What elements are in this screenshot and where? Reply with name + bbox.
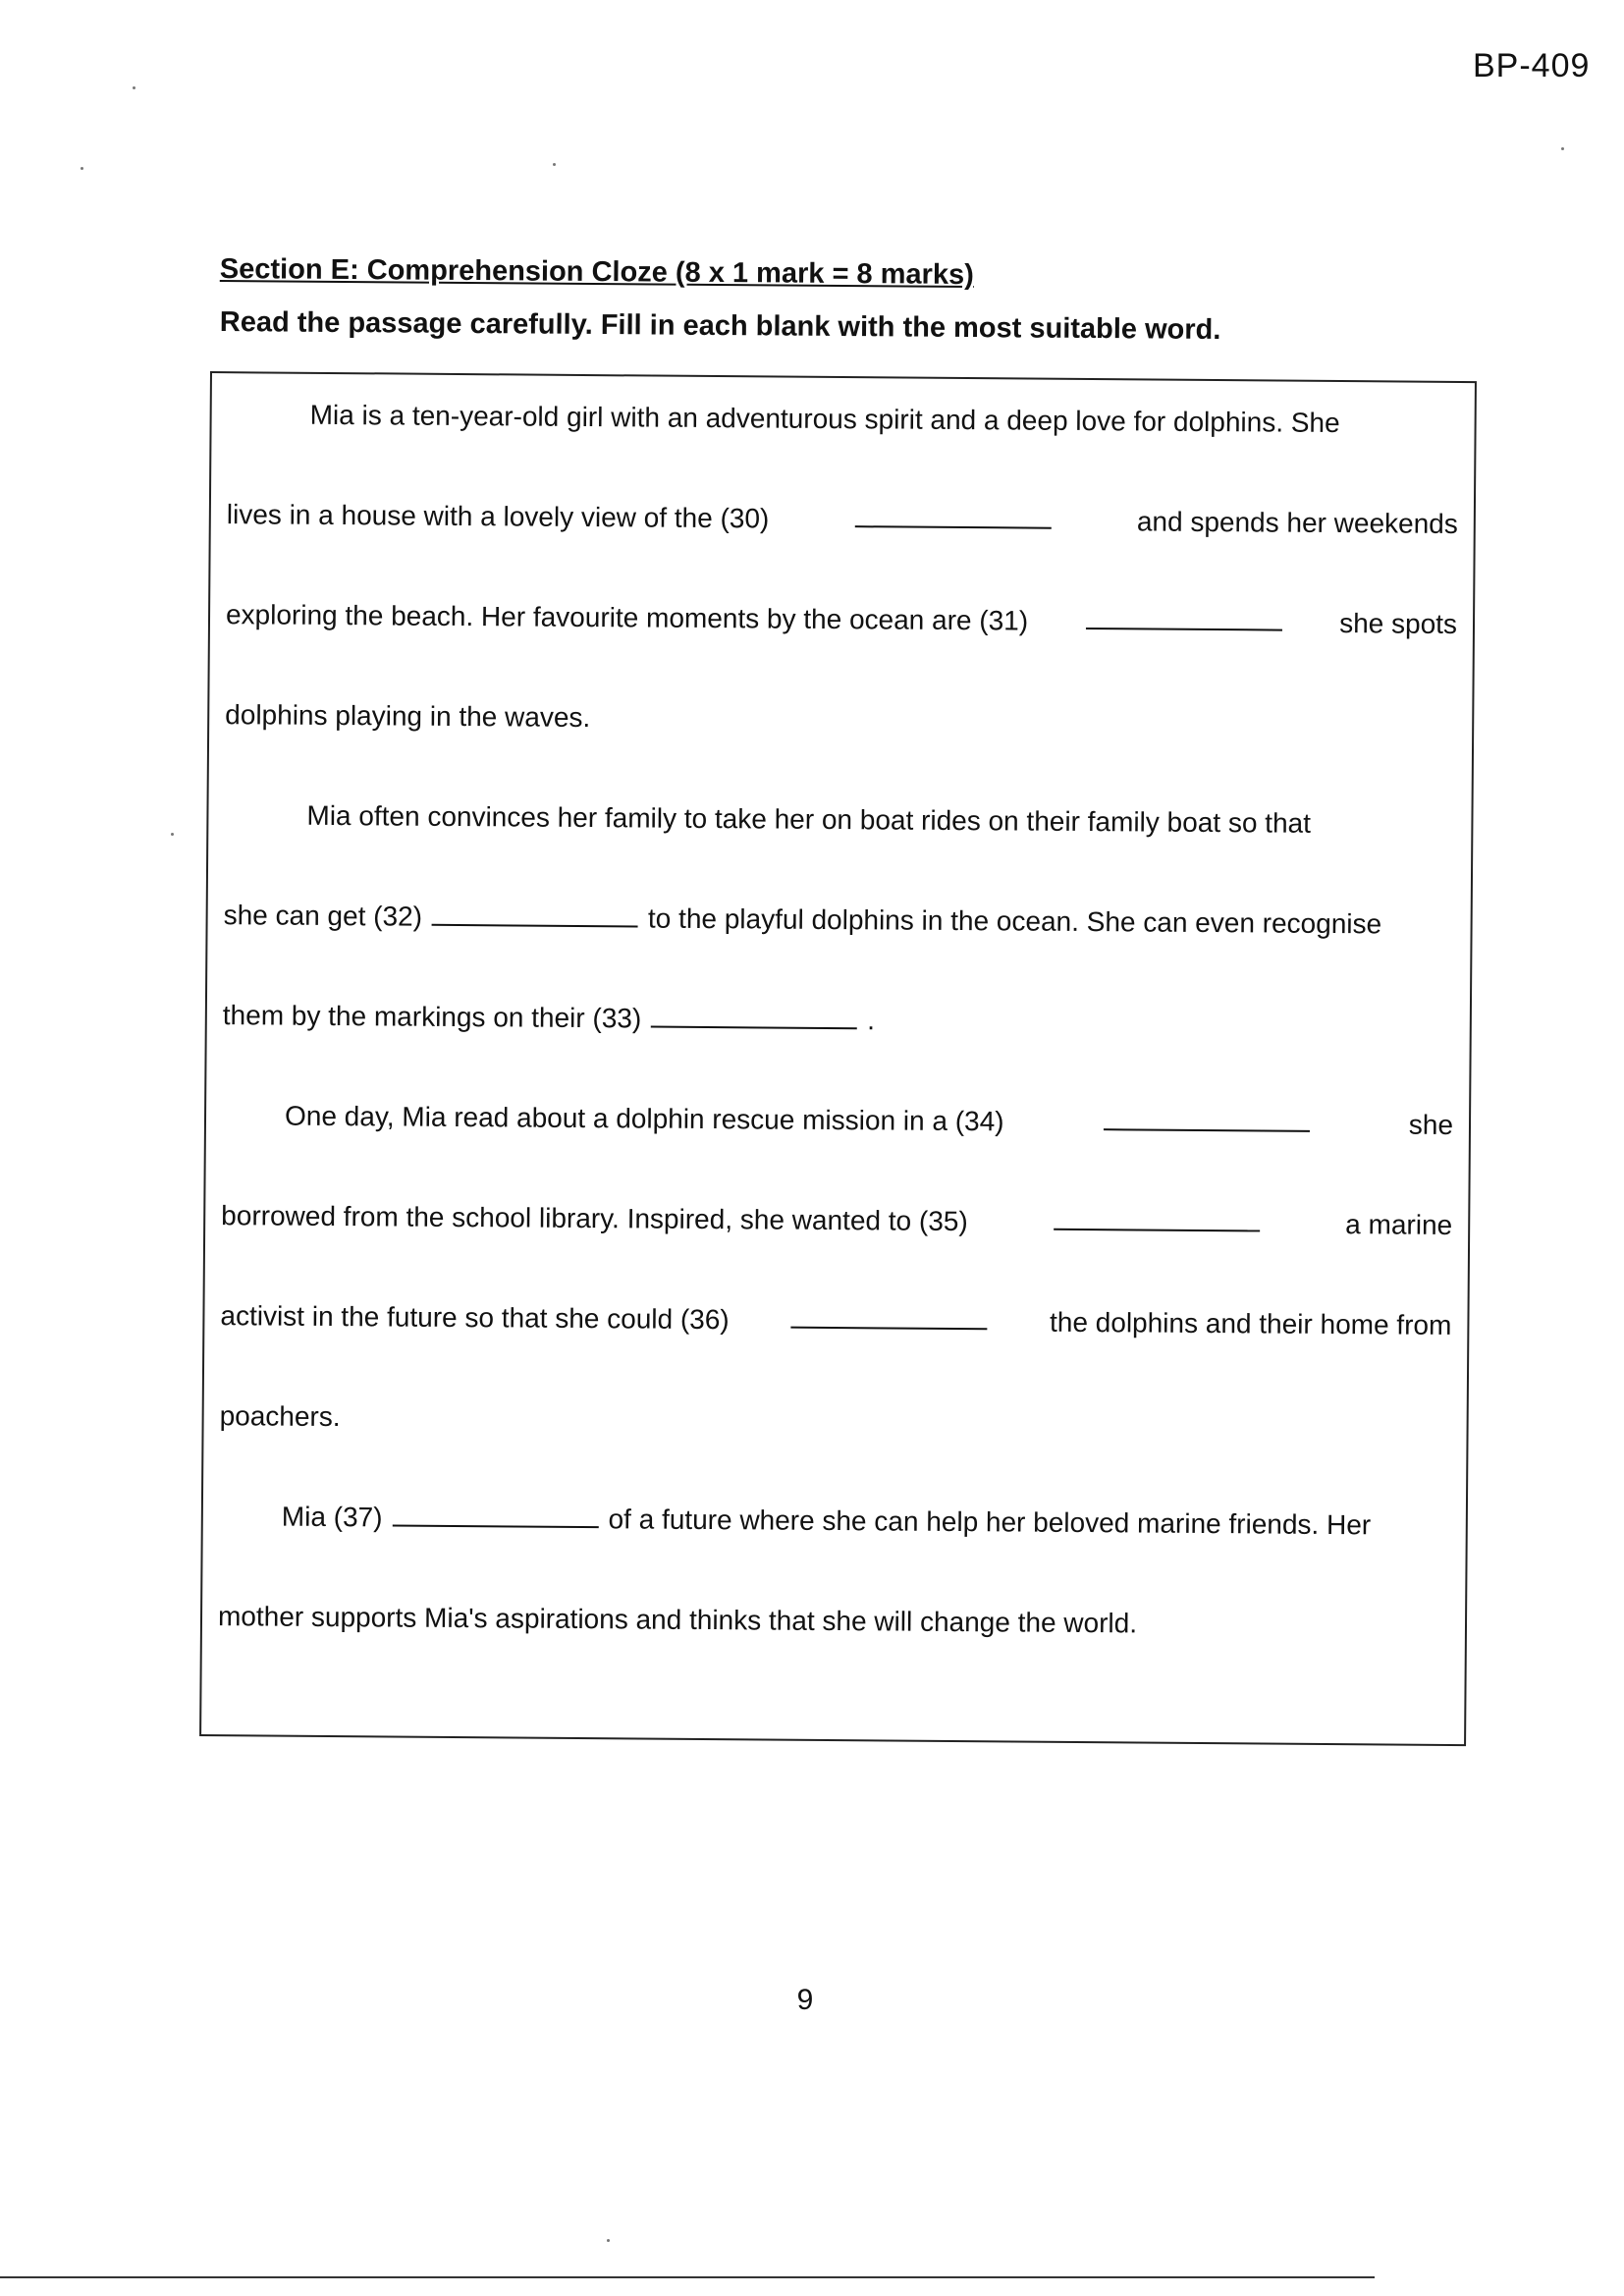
passage-text: the dolphins and their home from	[1049, 1306, 1452, 1340]
passage-box	[199, 371, 1477, 1746]
scan-speck	[607, 2239, 610, 2242]
passage-text: she can get (32)	[223, 900, 423, 932]
blank-33[interactable]	[651, 1001, 857, 1030]
blank-31[interactable]	[1086, 602, 1282, 631]
blank-36[interactable]	[791, 1301, 988, 1331]
passage-line-5: Mia often convinces her family to take her on boat rides on their family boat so that	[306, 799, 1312, 839]
passage-line-3	[226, 595, 1457, 644]
passage-line-13: mother supports Mia's aspirations and thinks that she will change the world.	[217, 1601, 1138, 1639]
instructions: Read the passage carefully. Fill in each blank with the most suitable word.	[219, 306, 1221, 347]
passage-line-11: poachers.	[219, 1400, 341, 1433]
passage-line-4: dolphins playing in the waves.	[225, 699, 591, 734]
passage-text: lives in a house with a lovely view of the (30)	[226, 499, 770, 534]
passage-text: and spends her weekends	[1136, 506, 1458, 539]
page-code: BP-409	[1473, 47, 1591, 84]
scan-speck	[553, 163, 556, 166]
passage-text: a marine	[1345, 1209, 1453, 1240]
passage-text: of a future where she can help her beloved marine friends. Her	[608, 1503, 1372, 1541]
passage-line-10	[220, 1296, 1451, 1345]
passage-text: .	[867, 1005, 876, 1036]
section-title: Section E: Comprehension Cloze (8 x 1 mark = 8 marks)	[219, 253, 974, 292]
passage-line-2	[227, 495, 1458, 544]
blank-32[interactable]	[432, 899, 638, 928]
passage-text: exploring the beach. Her favourite moments by the ocean are (31)	[225, 599, 1029, 636]
scan-speck	[81, 167, 83, 170]
blank-30[interactable]	[855, 500, 1052, 529]
passage-text: she	[1408, 1109, 1454, 1140]
scan-speck	[171, 833, 174, 836]
passage-text: to the playful dolphins in the ocean. She can even recognise	[647, 902, 1382, 940]
page-number: 9	[796, 1984, 814, 2016]
passage-text: she spots	[1339, 608, 1458, 639]
passage-line-6	[223, 896, 1454, 945]
passage-line-7	[223, 996, 1454, 1045]
passage-text: activist in the future so that she could (36)	[220, 1300, 730, 1336]
bottom-rule	[0, 2276, 1375, 2278]
blank-35[interactable]	[1054, 1203, 1260, 1232]
passage-line-8	[222, 1096, 1453, 1145]
scan-speck	[133, 86, 135, 89]
passage-line-9	[221, 1196, 1452, 1245]
passage-text: them by the markings on their (33)	[222, 1000, 642, 1034]
blank-37[interactable]	[392, 1499, 598, 1528]
passage-text: borrowed from the school library. Inspired, she wanted to (35)	[221, 1200, 968, 1237]
passage-line-1: Mia is a ten-year-old girl with an adventurous spirit and a deep love for dolphins. She	[309, 399, 1340, 439]
passage-line-12	[219, 1497, 1450, 1546]
blank-34[interactable]	[1104, 1103, 1310, 1132]
passage-text: One day, Mia read about a dolphin rescue mission in a (34)	[284, 1100, 1004, 1137]
passage-text: Mia (37)	[281, 1501, 383, 1533]
scan-speck	[1561, 147, 1564, 150]
